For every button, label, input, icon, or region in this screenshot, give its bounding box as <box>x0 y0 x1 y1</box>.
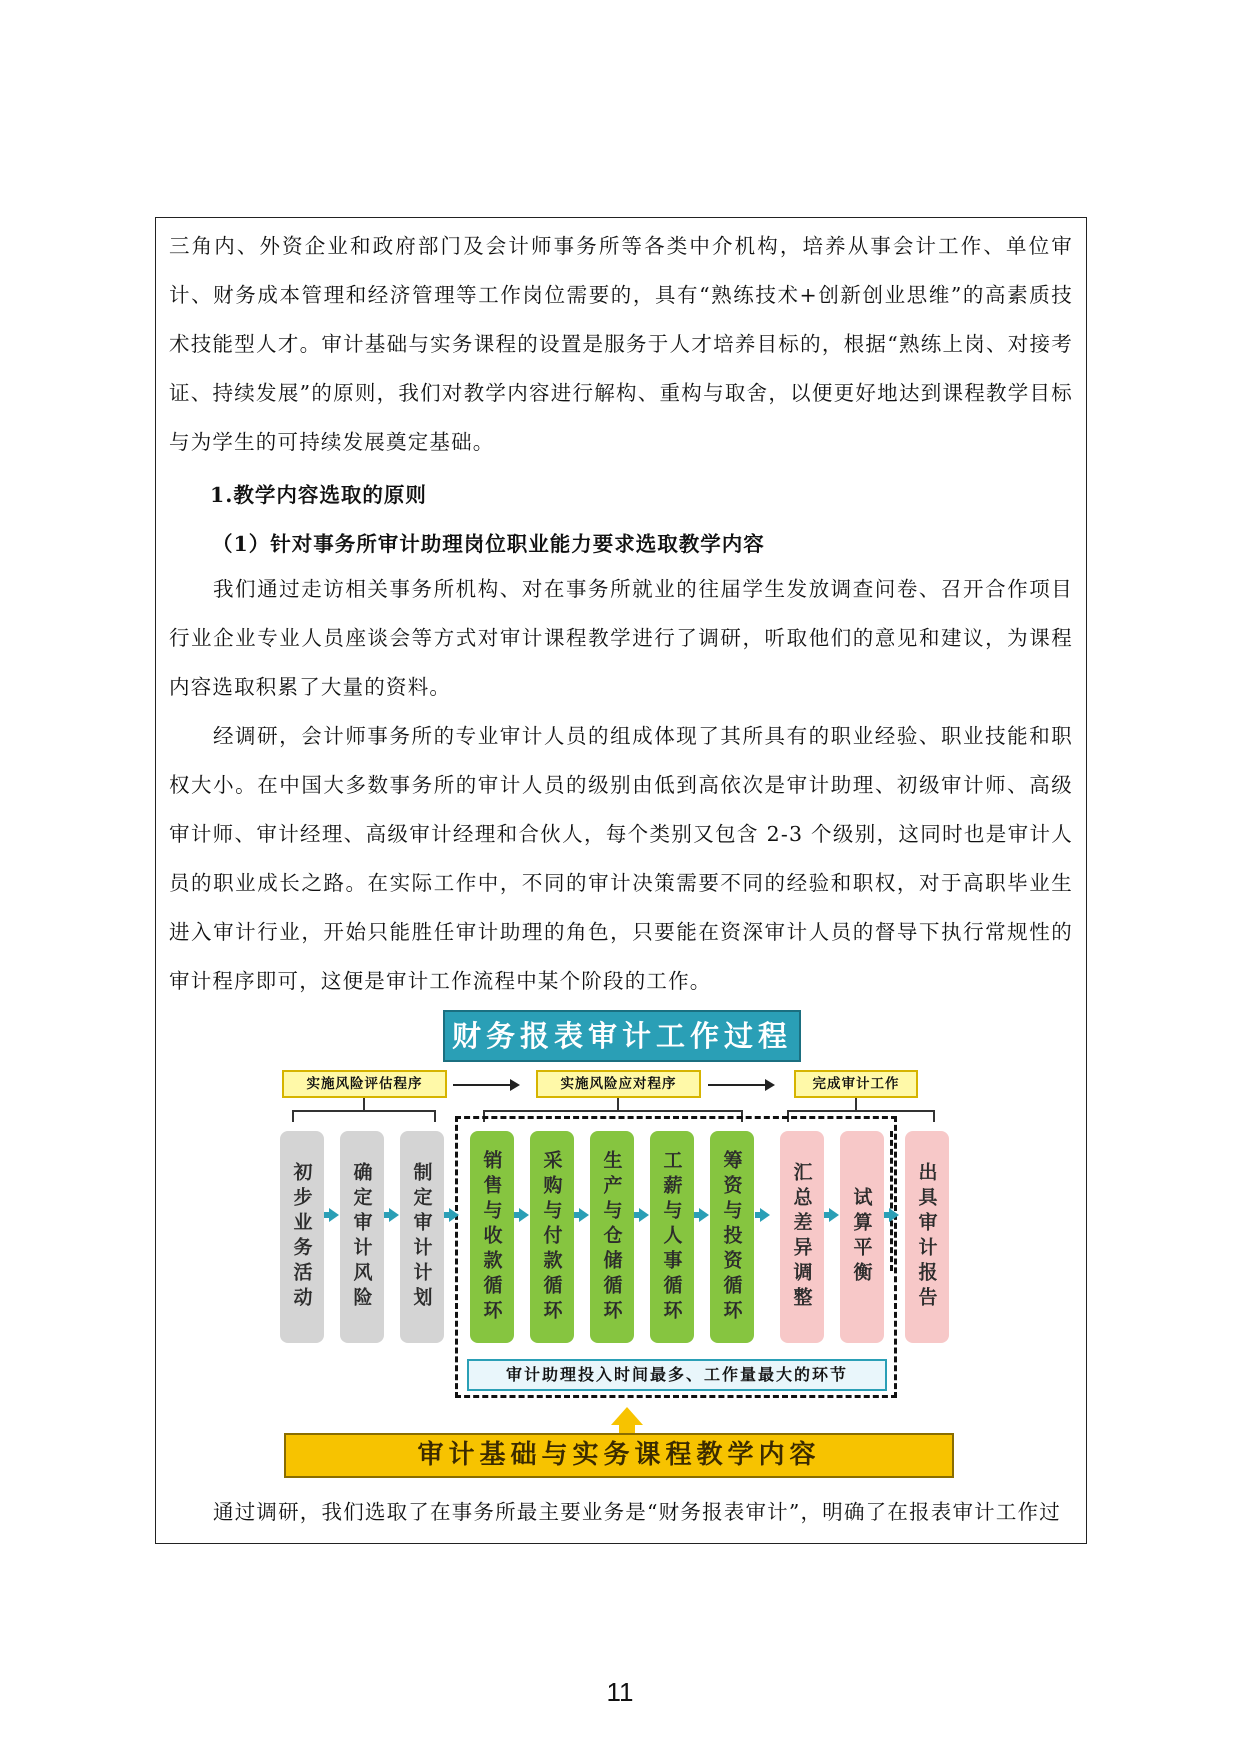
flow-arrow-icon <box>889 1208 899 1222</box>
up-arrow-stem <box>619 1424 635 1433</box>
intro-paragraph-block <box>169 222 1073 467</box>
step-box: 采购与付款循环 <box>530 1131 574 1343</box>
diagram-title: 财务报表审计工作过程 <box>443 1010 801 1062</box>
bracket-stem <box>363 1098 365 1110</box>
course-content-box: 审计基础与实务课程教学内容 <box>284 1433 954 1478</box>
closing-paragraph: 通过调研，我们选取了在事务所最主要业务是“财务报表审计”，明确了在报表审计工作过 <box>213 1500 1061 1524</box>
intro-paragraph: 三角内、外资企业和政府部门及会计师事务所等各类中介机构，培养从事会计工作、单位审计、财务成本管理和经济管理等工作岗位需要的，具有“熟练技术+创新创业思维”的高素质技术技能型人才。审计基础与实务课程的设置是服务于人才培养目标的，根据“熟练上岗、对接考证、持续发展”的原则，我们对教学内容进行解构、重构与取舍，以便更好地达到课程教学目标与为学生的可持续发展奠定基础。 <box>169 234 1073 454</box>
step-box: 出具审计报告 <box>905 1131 949 1343</box>
step-box: 制定审计计划 <box>400 1131 444 1343</box>
flow-arrow-icon <box>760 1208 770 1222</box>
body-paragraph: 经调研，会计师事务所的专业审计人员的组成体现了其所具有的职业经验、职业技能和职权大小。在中国大多数事务所的审计人员的级别由低到高依次是审计助理、初级审计师、高级审计师、审计经理、高级审计经理和合伙人，每个类别又包含 2-3 个级别，这同时也是审计人员的职业成长之路。在实际工作中，不同的审计决策需要不同的经验和职权，对于高职毕业生进入审计行业，开始只能胜任审计助理的角色，只要能在资深审计人员的督导下执行常规性的审计程序即可，这便是审计工作流程中某个阶段的工作。 <box>169 724 1073 993</box>
closing-paragraph-block <box>169 1488 1073 1537</box>
bracket <box>292 1110 436 1122</box>
flow-arrow-icon <box>519 1208 529 1222</box>
flow-arrow-icon <box>449 1208 459 1222</box>
phase-risk-response: 实施风险应对程序 <box>536 1070 701 1098</box>
up-arrow-icon <box>611 1407 643 1425</box>
step-box: 确定审计风险 <box>340 1131 384 1343</box>
phase-arrow-icon <box>708 1084 773 1086</box>
step-box: 生产与仓储循环 <box>590 1131 634 1343</box>
bracket-stem <box>855 1098 857 1110</box>
flow-arrow-icon <box>579 1208 589 1222</box>
phase-risk-assessment: 实施风险评估程序 <box>282 1070 447 1098</box>
section-heading: 1.教学内容选取的原则 <box>210 483 427 507</box>
flow-arrow-icon <box>639 1208 649 1222</box>
body-paragraph-block <box>169 565 1073 1006</box>
body-paragraph: 我们通过走访相关事务所机构、对在事务所就业的往届学生发放调查问卷、召开合作项目行业企业专业人员座谈会等方式对审计课程教学进行了调研，听取他们的意见和建议，为课程内容选取积累了大量的资料。 <box>169 577 1073 699</box>
step-box: 汇总差异调整 <box>780 1131 824 1343</box>
step-box: 试算平衡 <box>840 1131 884 1343</box>
phase-arrow-icon <box>453 1084 518 1086</box>
bracket-stem <box>617 1098 619 1110</box>
step-box: 工薪与人事循环 <box>650 1131 694 1343</box>
flow-arrow-icon <box>329 1208 339 1222</box>
step-box: 初步业务活动 <box>280 1131 324 1343</box>
subsection-heading: （1）针对事务所审计助理岗位职业能力要求选取教学内容 <box>212 532 765 556</box>
page-number: 11 <box>606 1677 634 1707</box>
dashed-divider <box>890 1131 893 1271</box>
step-box: 销售与收款循环 <box>470 1131 514 1343</box>
step-box: 筹资与投资循环 <box>710 1131 754 1343</box>
flow-arrow-icon <box>829 1208 839 1222</box>
flow-arrow-icon <box>389 1208 399 1222</box>
phase-completion: 完成审计工作 <box>794 1070 918 1098</box>
flow-arrow-icon <box>699 1208 709 1222</box>
assistant-note: 审计助理投入时间最多、工作量最大的环节 <box>467 1359 887 1391</box>
